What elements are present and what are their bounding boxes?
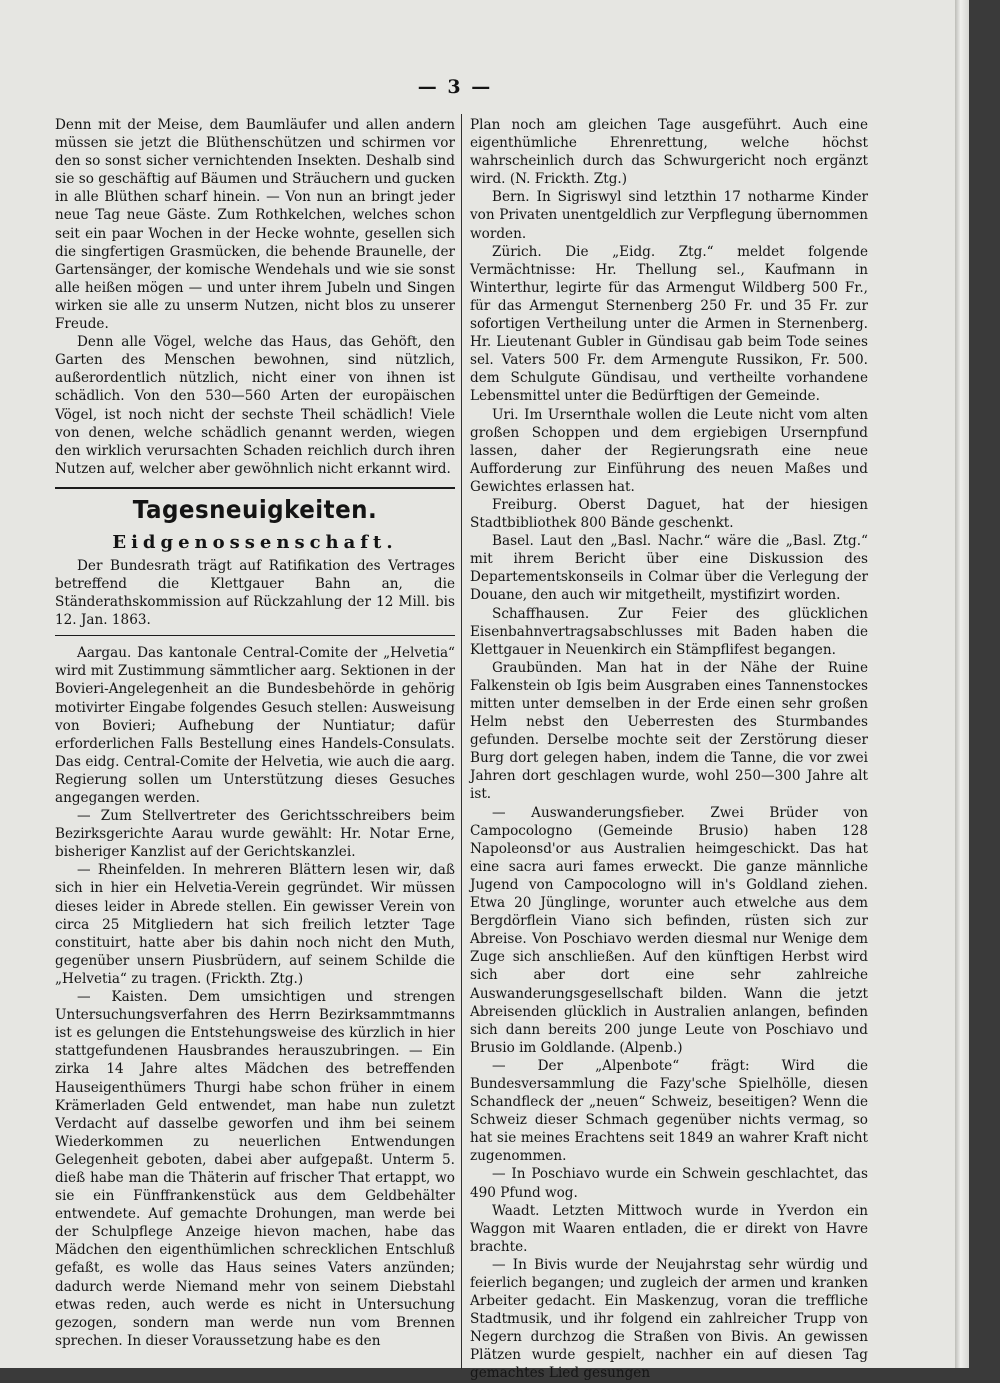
section-rule	[55, 635, 455, 636]
article-paragraph: Graubünden. Man hat in der Nähe der Ruine Falkenstein ob Igis beim Ausgraben eines Tannenstockes mitten unter demselben in der Erde einen sehr großen Helm nebst den Ueberresten des Sturmbandes gefunden. Derselbe mochte seit der Zerstörung dieser Burg dort gelegen haben, indem die Tanne, die vor zwei Jahren dort geschlagen wurde, wohl 250—300 Jahre alt ist.	[470, 659, 868, 803]
article-paragraph: Freiburg. Oberst Daguet, hat der hiesigen Stadtbibliothek 800 Bände geschenkt.	[470, 496, 868, 532]
article-paragraph: — In Bivis wurde der Neujahrstag sehr würdig und feierlich begangen; und zugleich der armen und kranken Arbeiter gedacht. Ein Maskenzug, voran die treffliche Stadtmusik, und ihr folgend ein zahlreicher Trupp von Negern durchzog die Straßen von Bivis. An gewissen Plätzen wurde gespielt, nachher ein auf diesen Tag gemachtes Lied gesungen	[470, 1256, 868, 1382]
article-paragraph: Zürich. Die „Eidg. Ztg.“ meldet folgende Vermächtnisse: Hr. Thellung sel., Kaufmann in Winterthur, legirte für das Armengut Wildberg 500 Fr., für das Armengut Sternenberg 250 Fr. und 35 Fr. zur sofortigen Vertheilung unter die Armen in Sternenberg. Hr. Lieutenant Gubler in Gündisau gab beim Tode seines sel. Vaters 500 Fr. dem Armengute Russikon, Fr. 500. dem Schulgute Gündisau, und vertheilte vorhandene Lebensmittel unter die Bedürftigen der Gemeinde.	[470, 243, 868, 405]
article-paragraph: Denn mit der Meise, dem Baumläufer und allen andern müssen sie jetzt die Blüthenschützen und schirmen vor den so sonst sicher vernichtenden Insekten. Deshalb sind sie so geschäftig auf Bäumen und Sträuchern und gucken in alle Blüthen scharf hinein. — Von nun an bringt jeder neue Tag neue Gäste. Zum Rothkelchen, welches schon seit ein paar Wochen in der Hecke wohnte, gesellen sich die singfertigen Grasmücken, die behende Braunelle, der Gartensänger, der komische Wendehals und wie sie sonst alle heißen mögen — und unter ihrem Jubeln und Singen wirken sie alle zu unserm Nutzen, nicht blos zu unserer Freude.	[55, 117, 455, 333]
section-heading: Tagesneuigkeiten.	[132, 494, 378, 524]
article-paragraph: Der Bundesrath trägt auf Ratifikation des Vertrages betreffend die Klettgauer Bahn an, die Ständerathskommission auf Rückzahlung der 12 Mill. bis 12. Jan. 1863.	[55, 557, 455, 629]
page-number: — 3 —	[417, 76, 493, 98]
page-edge	[955, 0, 969, 1368]
article-paragraph: Aargau. Das kantonale Central-Comite der „Helvetia“ wird mit Zustimmung sämmtlicher aarg. Sektionen in der Bovieri-Angelegenheit an die Bundesbehörde in gehörig motivirter Eingabe folgendes Gesuch stellen: Ausweisung von Bovieri; Aufhebung der Nuntiatur; dafür erforderlichen Falls Bestellung eines Handels-Consulats. Das eidg. Central-Comite der Helvetia, wie auch die aarg. Regierung sollen um Unterstützung dieses Gesuches angegangen werden.	[55, 645, 455, 806]
section-rule	[55, 487, 455, 489]
left-column	[55, 116, 455, 1350]
article-paragraph: Denn alle Vögel, welche das Haus, das Gehöft, den Garten des Menschen bewohnen, sind nützlich, außerordentlich nützlich, nicht einer von ihnen ist schädlich. Von den 530—560 Arten der europäischen Vögel, ist noch nicht der sechste Theil schädlich! Viele von denen, welche schädlich genannt werden, wiegen den wirklich verursachten Schaden reichlich durch ihren Nutzen auf, welcher aber gewöhnlich nicht erkannt wird.	[55, 334, 455, 477]
right-column	[470, 116, 868, 1383]
article-paragraph: — Rheinfelden. In mehreren Blättern lesen wir, daß sich in hier ein Helvetia-Verein gegründet. Wir müssen dieses leider in Abrede stellen. Ein gewisser Verein von circa 25 Mitgliedern hat sich freilich letzter Tage constituirt, hatte aber bis dahin noch nicht den Muth, gegenüber unsern Piusbrüdern, auf seinem Schilde die „Helvetia“ zu tragen. (Frickth. Ztg.)	[55, 862, 455, 987]
article-paragraph: — In Poschiavo wurde ein Schwein geschlachtet, das 490 Pfund wog.	[470, 1166, 868, 1201]
column-divider	[461, 114, 462, 1369]
article-paragraph: — Auswanderungsfieber. Zwei Brüder von Campocologno (Gemeinde Brusio) haben 128 Napoleonsd'or aus Australien heimgeschickt. Das hat eine sacra auri fames erweckt. Die ganze männliche Jugend von Campocologno will in's Goldland ziehen. Etwa 20 Jünglinge, worunter auch etwelche aus dem Bergdörflein Viano sich befinden, rüsten sich zur Abreise. Von Poschiavo werden diesmal nur Wenige dem Zuge sich anschließen. Auf den künftigen Herbst wird sich aber dort eine sehr zahlreiche Auswanderungsgesellschaft bilden. Wann die jetzt Abreisenden glücklich in Australien anlangen, befinden sich dann bereits 200 junge Leute von Poschiavo und Brusio im Goldlande. (Alpenb.)	[470, 804, 868, 1056]
scan-background	[969, 0, 1000, 1368]
article-paragraph: Schaffhausen. Zur Feier des glücklichen Eisenbahnvertragsabschlusses mit Baden haben die Klettgauer in Neuenkirch ein Stämpflifest begangen.	[470, 605, 868, 658]
article-paragraph: Plan noch am gleichen Tage ausgeführt. Auch eine eigenthümliche Ehrenrettung, welche höchst wahrscheinlich durch das Schwurgericht noch ergänzt wird. (N. Frickth. Ztg.)	[470, 117, 868, 188]
article-paragraph: Basel. Laut den „Basl. Nachr.“ wäre die „Basl. Ztg.“ mit ihrem Bericht über eine Diskussion des Departementskonseils in Colmar über die Verlegung der Douane, den auch wir mitgetheilt, mystifizirt worden.	[470, 533, 868, 604]
article-paragraph: Bern. In Sigriswyl sind letzthin 17 notharme Kinder von Privaten unentgeldlich zur Verpflegung übernommen worden.	[470, 189, 868, 242]
article-paragraph: Uri. Im Ursernthale wollen die Leute nicht vom alten großen Schoppen und dem ergiebigen Ursernpfund lassen, daher der Regierungsrath eine neue Aufforderung zur Einführung des neuen Maßes und Gewichtes erlassen hat.	[470, 406, 868, 495]
section-subheading: Eidgenossenschaft.	[112, 531, 398, 553]
article-paragraph: — Der „Alpenbote“ frägt: Wird die Bundesversammlung die Fazy'sche Spielhölle, diesen Schandfleck der „neuen“ Schweiz, beseitigen? Wenn die Schweiz dieser Schmach gegenüber nichts vermag, so hat sie meines Erachtens seit 1849 an wahrer Kraft nicht zugenommen.	[470, 1057, 868, 1165]
article-paragraph: — Zum Stellvertreter des Gerichtsschreibers beim Bezirksgerichte Aarau wurde gewählt: Hr. Notar Erne, bisheriger Kanzlist auf der Gerichtskanzlei.	[55, 808, 455, 861]
article-paragraph: — Kaisten. Dem umsichtigen und strengen Untersuchungsverfahren des Herrn Bezirksammtmanns ist es gelungen die Entstehungsweise des kürzlich in hier stattgefundenen Hausbrandes herauszubringen. — Ein zirka 14 Jahre altes Mädchen des betreffenden Hauseigenthümers Thurgi habe schon früher in einem Krämerladen Geld entwendet, man habe nun zuletzt Verdacht auf dasselbe geworfen und ihm bei seinem Wiederkommen zu neuerlichen Entwendungen Gelegenheit geboten, dabei aber aufgepaßt. Unterm 5. dieß habe man die Thäterin auf frischer That ertappt, wo sie ein Fünffrankenstück aus dem Geldbehälter entwendete. Auf gemachte Drohungen, man werde bei der Schulpflege Anzeige hievon machen, habe das Mädchen den eigenthümlichen schrecklichen Entschluß gefaßt, es wolle das Haus seines Vaters anzünden; dadurch werde Niemand mehr von seinem Diebstahl etwas reden, auch werde es nicht in Untersuchung gezogen, sondern man werde nun vom Brennen sprechen. In dieser Voraussetzung habe es den	[55, 989, 455, 1349]
article-paragraph: Waadt. Letzten Mittwoch wurde in Yverdon ein Waggon mit Waaren entladen, die er direkt von Havre brachte.	[470, 1202, 868, 1255]
